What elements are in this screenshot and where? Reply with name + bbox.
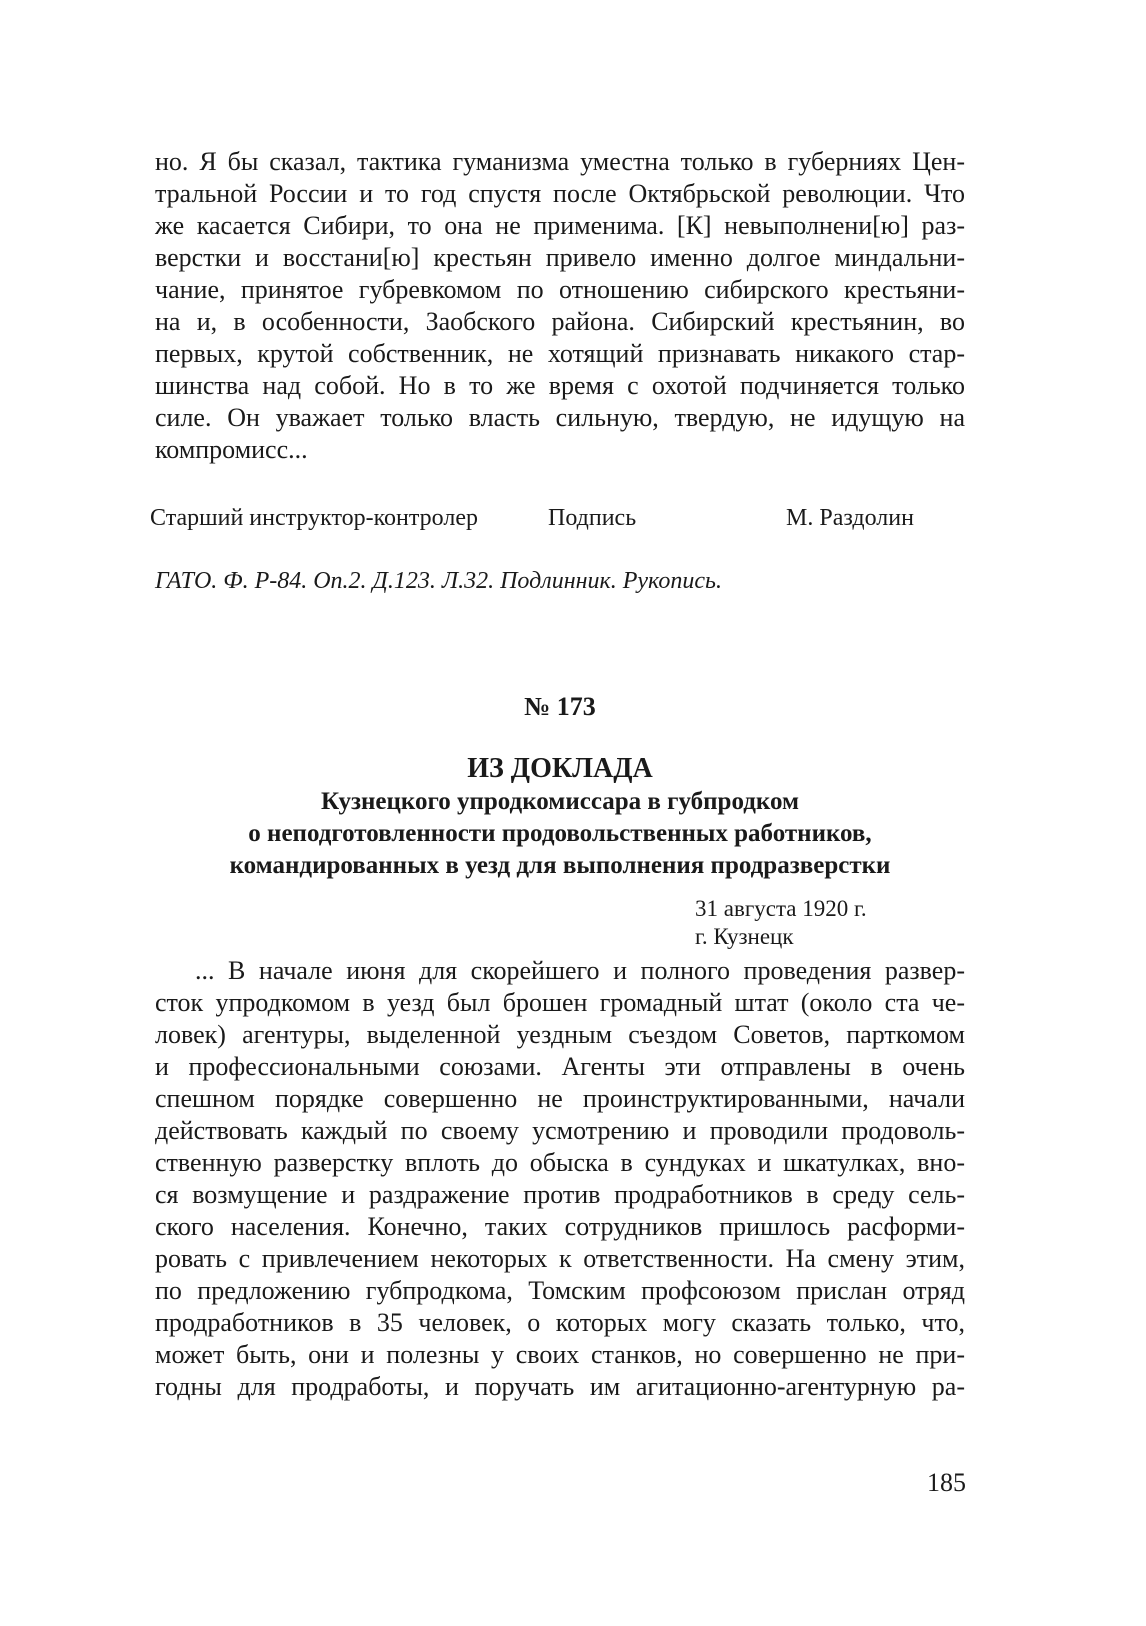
text-line: ственную разверстку вплоть до обыска в сундуках и шкатулках, вно- <box>155 1148 965 1177</box>
text-line: первых, крутой собственник, не хотящий признавать никакого стар- <box>155 339 965 368</box>
document-subheading-line: о неподготовленности продовольственных работников, <box>248 820 872 847</box>
text-line: ся возмущение и раздражение против продработников в среду сель- <box>155 1180 965 1209</box>
text-line: тральной России и то год спустя после Октябрьской революции. Что <box>155 179 965 208</box>
document-subheading-line: Кузнецкого упродкомиссара в губпродком <box>320 788 800 815</box>
text-line: продработников в 35 человек, о которых могу сказать только, что, <box>155 1308 965 1337</box>
text-line: и профессиональными союзами. Агенты эти отправлены в очень <box>155 1052 965 1081</box>
text-line: но. Я бы сказал, тактика гуманизма уместна только в губерниях Цен- <box>155 147 965 176</box>
text-line: годны для продработы, и поручать им агитационно-агентурную ра- <box>155 1372 965 1401</box>
document-number: № 173 <box>524 692 596 721</box>
text-line: силе. Он уважает только власть сильную, твердую, не идущую на <box>155 403 965 432</box>
text-line: верстки и восстани[ю] крестьян привело именно долгое миндальни- <box>155 243 965 272</box>
document-place: г. Кузнецк <box>695 924 794 949</box>
text-line: чание, принятое губревкомом по отношению сибирского крестьяни- <box>155 275 965 304</box>
text-line: компромисс... <box>155 435 308 464</box>
signature-position: Старший инструктор-контролер <box>150 505 478 531</box>
signature-name: М. Раздолин <box>786 505 914 531</box>
document-date: 31 августа 1920 г. <box>695 896 867 921</box>
text-line: действовать каждый по своему усмотрению и проводили продоволь- <box>155 1116 965 1145</box>
text-line: ровать с привлечением некоторых к ответственности. На смену этим, <box>155 1244 965 1273</box>
signature-mark: Подпись <box>548 505 637 531</box>
text-line: спешном порядке совершенно не проинструктированными, начали <box>155 1084 965 1113</box>
archive-source-note: ГАТО. Ф. Р-84. Оп.2. Д.123. Л.32. Подлинник. Рукопись. <box>155 568 722 594</box>
text-line: на и, в особенности, Заобского района. Сибирский крестьянин, во <box>155 307 965 336</box>
text-line: ловек) агентуры, выделенной уездным съездом Советов, парткомом <box>155 1020 965 1049</box>
document-subheading-line: командированных в уезд для выполнения продразверстки <box>229 852 891 879</box>
text-line: сток упродкомом в уезд был брошен громадный штат (около ста че- <box>155 988 965 1017</box>
text-line: же касается Сибири, то она не применима. [К] невыполнени[ю] раз- <box>155 211 965 240</box>
document-heading: ИЗ ДОКЛАДА <box>467 753 653 784</box>
page-number: 185 <box>927 1468 966 1497</box>
text-line: шинства над собой. Но в то же время с охотой подчиняется только <box>155 371 965 400</box>
text-line: ского населения. Конечно, таких сотрудников пришлось расформи- <box>155 1212 965 1241</box>
text-line: ... В начале июня для скорейшего и полного проведения развер- <box>195 956 965 985</box>
text-line: по предложению губпродкома, Томским профсоюзом прислан отряд <box>155 1276 965 1305</box>
text-line: может быть, они и полезны у своих станков, но совершенно не при- <box>155 1340 965 1369</box>
